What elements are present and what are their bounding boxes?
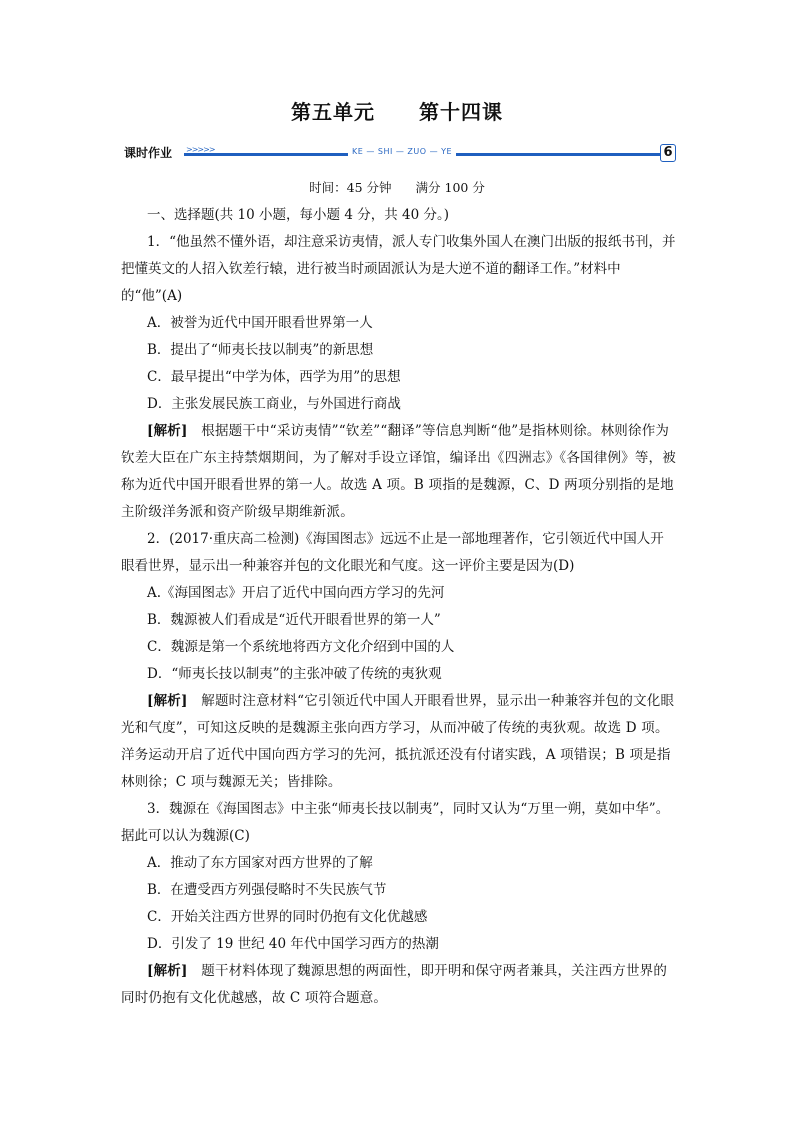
question-1-option-d: D．主张发展民族工商业，与外国进行商战 [147, 396, 401, 412]
question-3-option-b: B．在遭受西方列强侵略时不失民族气节 [147, 882, 387, 898]
question-1-option-a: A．被誉为近代中国开眼看世界第一人 [147, 315, 373, 331]
homework-banner [124, 144, 680, 164]
question-2-option-c: C．魏源是第一个系统地将西方文化介绍到中国的人 [147, 639, 455, 655]
question-1-option-c: C．最早提出“中学为体，西学为用”的思想 [147, 369, 401, 385]
analysis-text: 题干材料体现了魏源思想的两面性，即开明和保守两者兼具，关注西方世界的同时仍抱有文化优越感，故 C 项符合题意。 [121, 963, 668, 1006]
exam-meta [0, 178, 794, 196]
banner-arrows: >>>>> [186, 145, 215, 154]
analysis-tag: [解析] [147, 963, 188, 979]
question-2-option-b: B．魏源被人们看成是“近代开眼看世界的第一人” [147, 612, 441, 628]
question-2-option-d: D．“师夷长技以制夷”的主张冲破了传统的夷狄观 [147, 666, 442, 682]
question-1-stem: 1．“他虽然不懂外语，却注意采访夷情，派人专门收集外国人在澳门出版的报纸书刊，并把懂英文的人招入钦差行辕，进行被当时顽固派认为是大逆不道的翻译工作。”材料中的“他”(A) [121, 234, 676, 304]
question-3-option-a: A．推动了东方国家对西方世界的了解 [147, 855, 373, 871]
question-1-option-b: B．提出了“师夷长技以制夷”的新思想 [147, 342, 374, 358]
question-3-analysis [121, 958, 677, 1012]
question-2-option-a: A.《海国图志》开启了近代中国向西方学习的先河 [147, 585, 445, 601]
question-3-option-c: C．开始关注西方世界的同时仍抱有文化优越感 [147, 909, 428, 925]
analysis-tag: [解析] [147, 693, 188, 709]
unit-title: 第五单元 [291, 100, 375, 124]
section-heading: 一、选择题(共 10 小题，每小题 4 分，共 40 分。) [147, 207, 449, 223]
page-title [0, 96, 794, 125]
question-1-analysis [121, 418, 677, 526]
banner-pinyin: KE — SHI — ZUO — YE [348, 147, 456, 159]
time-limit: 时间：45 分钟 [309, 180, 392, 195]
analysis-text: 解题时注意材料“它引领近代中国人开眼看世界，显示出一种兼容并包的文化眼光和气度”，可知这反映的是魏源主张向西方学习，从而冲破了传统的夷狄观。故选 D 项。洋务运动开启了近代中国向西方学习的先河，抵抗派还没有付诸实践，A 项错误；B 项是指林则徐；C 项与魏源无关；皆排除。 [121, 693, 675, 790]
full-score: 满分 100 分 [415, 180, 485, 195]
lesson-title: 第十四课 [419, 100, 503, 124]
analysis-text: 根据题干中“采访夷情”“钦差”“翻译”等信息判断“他”是指林则徐。林则徐作为钦差大臣在广东主持禁烟期间，为了解对手设立译馆，编译出《四洲志》《各国律例》等，被称为近代中国开眼看世界的第一人。故选 A 项。B 项指的是魏源，C、D 两项分别指的是地主阶级洋务派和资产阶级早期维新派。 [121, 423, 676, 520]
banner-label: 课时作业 [124, 146, 173, 160]
analysis-tag: [解析] [147, 423, 188, 439]
question-body [121, 202, 677, 1012]
question-3-stem: 3．魏源在《海国图志》中主张“师夷长技以制夷”，同时又认为“万里一朔，莫如中华”。据此可以认为魏源(C) [121, 801, 670, 844]
question-2-analysis [121, 688, 677, 796]
banner-number-badge: 6 [660, 144, 676, 162]
question-3-option-d: D．引发了 19 世纪 40 年代中国学习西方的热潮 [147, 936, 439, 952]
question-2-stem: 2．(2017·重庆高二检测)《海国图志》远远不止是一部地理著作，它引领近代中国人开眼看世界，显示出一种兼容并包的文化眼光和气度。这一评价主要是因为(D) [121, 531, 664, 574]
